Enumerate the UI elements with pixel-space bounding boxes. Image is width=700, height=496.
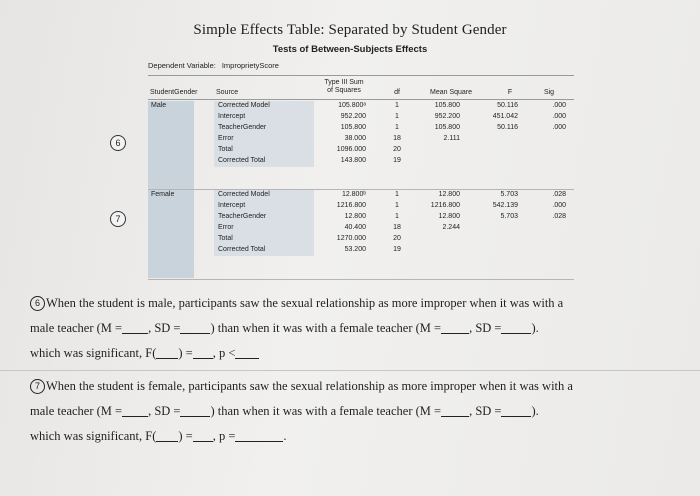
question-7-text: When the student is female, participants saw the sexual relationship as more improper when it was with a: [46, 379, 573, 393]
blank-p-value[interactable]: [235, 429, 283, 442]
question-6-text: ) =: [178, 346, 193, 360]
question-7-line2: [30, 399, 680, 424]
table-row: [148, 234, 574, 245]
table-row: [148, 212, 574, 223]
header-top-rule: [148, 75, 574, 76]
question-6-text: , SD =: [469, 321, 502, 335]
header-sig: Sig: [543, 89, 555, 96]
df-value: 19: [393, 157, 401, 164]
ss-value: 105.800: [340, 124, 366, 131]
f-value: 5.703: [500, 213, 518, 220]
table-row: [148, 201, 574, 212]
header-studentgender: StudentGender: [150, 89, 198, 96]
f-value: 542.139: [492, 202, 518, 209]
question-6-text: which was significant, F(: [30, 346, 157, 360]
ss-value: 40.400: [344, 224, 366, 231]
blank-sd-female-teacher[interactable]: [501, 321, 531, 334]
ms-value: 105.800: [434, 124, 460, 131]
gender-label-female: Female: [151, 191, 175, 198]
blank-f-value[interactable]: [193, 346, 213, 359]
question-6-number: 6: [30, 296, 45, 311]
df-value: 1: [395, 124, 399, 131]
source-label: Corrected Model: [218, 191, 270, 198]
table-row: [148, 123, 574, 134]
table-row: [148, 134, 574, 145]
question-7-line1: [30, 374, 680, 399]
question-6-text: ) than when it was with a female teacher (M =: [210, 321, 442, 335]
question-6: [30, 291, 680, 366]
df-value: 1: [395, 113, 399, 120]
sig-value: .000: [552, 124, 566, 131]
table-row: [148, 112, 574, 123]
f-value: 451.042: [492, 113, 518, 120]
source-label: Intercept: [218, 113, 246, 120]
question-6-text: , p <: [212, 346, 236, 360]
table-row: [148, 245, 574, 256]
source-label: Total: [218, 146, 233, 153]
table-row: [148, 223, 574, 234]
header-df: df: [394, 89, 400, 96]
header-f: F: [507, 89, 513, 96]
question-7-text: ) =: [178, 429, 193, 443]
ss-value: 952.200: [340, 113, 366, 120]
sig-value: .028: [552, 213, 566, 220]
df-value: 18: [393, 135, 401, 142]
header-ss-line1: Type III Sum: [324, 79, 364, 86]
blank-sd-male-teacher[interactable]: [180, 404, 210, 417]
df-value: 1: [395, 191, 399, 198]
marker-7: 7: [110, 211, 126, 227]
blank-sd-female-teacher[interactable]: [501, 404, 531, 417]
table-row: [148, 101, 574, 112]
question-7-text: ).: [531, 404, 539, 418]
question-6-text: male teacher (M =: [30, 321, 123, 335]
table-row: [148, 156, 574, 167]
ss-value: 105.800ᵃ: [338, 102, 366, 109]
source-label: TeacherGender: [218, 124, 267, 131]
ms-value: 952.200: [434, 113, 460, 120]
header-ss: [318, 79, 370, 95]
header-mean-square: Mean Square: [430, 89, 473, 96]
df-value: 19: [393, 246, 401, 253]
blank-mean-female-teacher[interactable]: [441, 321, 469, 334]
blank-mean-male-teacher[interactable]: [122, 404, 148, 417]
blank-df[interactable]: [156, 346, 178, 359]
question-7-line3: [30, 424, 680, 449]
df-value: 1: [395, 213, 399, 220]
blank-df[interactable]: [156, 429, 178, 442]
ms-value: 12.800: [438, 213, 460, 220]
sig-value: .028: [552, 191, 566, 198]
sig-value: .000: [552, 102, 566, 109]
question-7-text: ) than when it was with a female teacher (M =: [210, 404, 442, 418]
question-7-text: male teacher (M =: [30, 404, 123, 418]
question-6-line1: [30, 291, 680, 316]
ss-value: 143.800: [340, 157, 366, 164]
sig-value: .000: [552, 202, 566, 209]
section-divider: [0, 370, 700, 371]
question-7-text: , SD =: [469, 404, 502, 418]
sig-value: .000: [552, 113, 566, 120]
ss-value: 53.200: [344, 246, 366, 253]
ms-value: 2.244: [442, 224, 460, 231]
question-6-text: , SD =: [148, 321, 181, 335]
table-subtitle: Tests of Between-Subjects Effects: [272, 44, 428, 55]
df-value: 1: [395, 102, 399, 109]
table-row: [148, 145, 574, 156]
ms-value: 2.111: [443, 135, 460, 142]
blank-sd-male-teacher[interactable]: [180, 321, 210, 334]
df-value: 20: [393, 235, 401, 242]
question-6-text: ).: [531, 321, 539, 335]
blank-mean-female-teacher[interactable]: [441, 404, 469, 417]
question-7-text: .: [283, 429, 287, 443]
blank-f-value[interactable]: [193, 429, 213, 442]
ss-value: 12.800: [344, 213, 366, 220]
source-label: Error: [218, 224, 234, 231]
source-label: TeacherGender: [218, 213, 267, 220]
question-6-text: When the student is male, participants saw the sexual relationship as more improper when it was with a: [46, 296, 564, 310]
question-6-line3: [30, 341, 680, 366]
header-ss-line2: of Squares: [327, 87, 361, 94]
source-label: Corrected Total: [218, 246, 266, 253]
df-value: 20: [393, 146, 401, 153]
source-label: Corrected Total: [218, 157, 266, 164]
dependent-variable: [148, 61, 279, 70]
dependent-variable-value: ImproprietyScore: [221, 61, 279, 70]
question-7-text: , p =: [212, 429, 236, 443]
question-7: [30, 374, 680, 449]
ss-value: 1270.000: [336, 235, 366, 242]
header-source: Source: [216, 89, 239, 96]
f-value: 5.703: [500, 191, 518, 198]
f-value: 50.116: [497, 124, 518, 131]
header-bottom-rule: [148, 99, 574, 100]
question-7-text: which was significant, F(: [30, 429, 157, 443]
gender-label-male: Male: [151, 102, 167, 109]
source-label: Intercept: [218, 202, 246, 209]
ss-value: 1216.800: [336, 202, 366, 209]
df-value: 18: [393, 224, 401, 231]
source-label: Corrected Model: [218, 102, 270, 109]
ms-value: 12.800: [438, 191, 460, 198]
blank-p-value[interactable]: [235, 346, 259, 359]
blank-mean-male-teacher[interactable]: [122, 321, 148, 334]
marker-6: 6: [110, 135, 126, 151]
ss-value: 38.000: [344, 135, 366, 142]
question-6-line2: [30, 316, 680, 341]
ss-value: 12.800ᵇ: [341, 191, 366, 198]
source-label: Total: [218, 235, 233, 242]
dependent-variable-label: Dependent Variable:: [148, 61, 216, 70]
page-title: Simple Effects Table: Separated by Student Gender: [193, 22, 507, 38]
df-value: 1: [395, 202, 399, 209]
question-7-number: 7: [30, 379, 45, 394]
ss-value: 1096.000: [336, 146, 366, 153]
f-value: 50.116: [497, 102, 518, 109]
table-row: [148, 190, 574, 201]
ms-value: 105.800: [434, 102, 460, 109]
question-7-text: , SD =: [148, 404, 181, 418]
table-bottom-rule: [148, 279, 574, 280]
ms-value: 1216.800: [430, 202, 460, 209]
source-label: Error: [218, 135, 234, 142]
